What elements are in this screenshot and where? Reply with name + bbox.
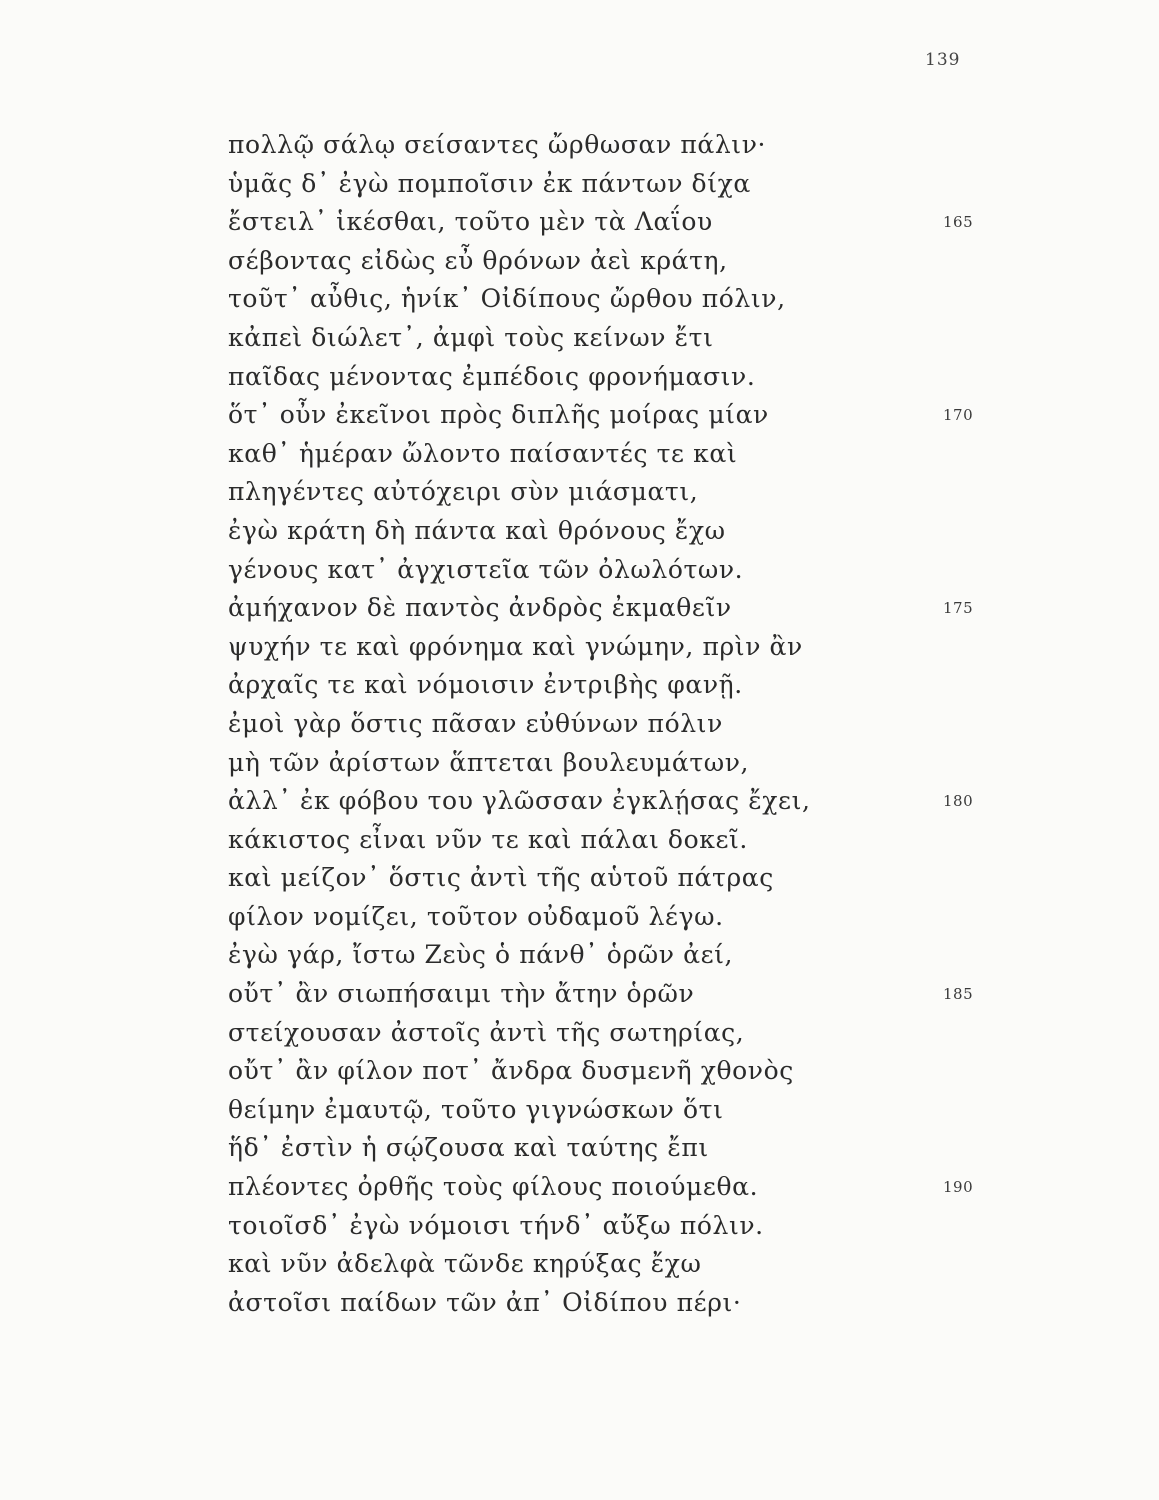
verse-line bbox=[228, 975, 974, 1014]
line-number: 165 bbox=[943, 213, 974, 232]
verse-line-text: πληγέντες αὐτόχειρι σὺν μιάσματι, bbox=[228, 477, 699, 507]
verse-line bbox=[228, 782, 974, 821]
verse-line bbox=[228, 203, 974, 242]
verse-line bbox=[228, 1014, 868, 1053]
verse-line bbox=[228, 744, 868, 783]
verse-line-text: σέβοντας εἰδὼς εὖ θρόνων ἀεὶ κράτη, bbox=[228, 245, 728, 275]
verse-line bbox=[228, 435, 868, 474]
verse-line bbox=[228, 512, 868, 551]
verse-line bbox=[228, 1168, 974, 1207]
verse-line-text: γένους κατ᾽ ἀγχιστεῖα τῶν ὀλωλότων. bbox=[228, 554, 744, 584]
verse-line-text: τοιοῖσδ᾽ ἐγὼ νόμοισι τήνδ᾽ αὔξω πόλιν. bbox=[228, 1210, 764, 1240]
verse-line-text: πλέοντες ὀρθῆς τοὺς φίλους ποιούμεθα. bbox=[228, 1172, 759, 1202]
verse-line-text: οὔτ᾽ ἂν σιωπήσαιμι τὴν ἄτην ὁρῶν bbox=[228, 979, 695, 1009]
verse-line bbox=[228, 165, 868, 204]
verse-line-text: ἀλλ᾽ ἐκ φόβου του γλῶσσαν ἐγκλῄσας ἔχει, bbox=[228, 786, 811, 816]
verse-line bbox=[228, 898, 868, 937]
verse-block bbox=[228, 126, 974, 1322]
verse-line bbox=[228, 1207, 868, 1246]
verse-line bbox=[228, 821, 868, 860]
verse-line bbox=[228, 1245, 868, 1284]
verse-line-text: καὶ νῦν ἀδελφὰ τῶνδε κηρύξας ἔχω bbox=[228, 1249, 702, 1279]
verse-line bbox=[228, 551, 868, 590]
verse-line-text: ἐγὼ γάρ, ἴστω Ζεὺς ὁ πάνθ᾽ ὁρῶν ἀεί, bbox=[228, 940, 734, 970]
verse-line-text: τοῦτ᾽ αὖθις, ἡνίκ᾽ Οἰδίπους ὤρθου πόλιν, bbox=[228, 284, 786, 314]
verse-line-text: κάκιστος εἶναι νῦν τε καὶ πάλαι δοκεῖ. bbox=[228, 824, 748, 854]
verse-line-text: ὑμᾶς δ᾽ ἐγὼ πομποῖσιν ἐκ πάντων δίχα bbox=[228, 168, 751, 198]
verse-line-text: ἀρχαῖς τε καὶ νόμοισιν ἐντριβὴς φανῇ. bbox=[228, 670, 743, 700]
verse-line bbox=[228, 126, 868, 165]
line-number: 180 bbox=[943, 792, 974, 811]
verse-line-text: ἀμήχανον δὲ παντὸς ἀνδρὸς ἐκμαθεῖν bbox=[228, 593, 732, 623]
verse-line bbox=[228, 358, 868, 397]
verse-line bbox=[228, 1091, 868, 1130]
verse-line-text: ὅτ᾽ οὖν ἐκεῖνοι πρὸς διπλῆς μοίρας μίαν bbox=[228, 400, 769, 430]
verse-line-text: μὴ τῶν ἀρίστων ἅπτεται βουλευμάτων, bbox=[228, 747, 750, 777]
verse-line-text: στείχουσαν ἀστοῖς ἀντὶ τῆς σωτηρίας, bbox=[228, 1017, 745, 1047]
verse-line-text: θείμην ἐμαυτῷ, τοῦτο γιγνώσκων ὅτι bbox=[228, 1094, 724, 1124]
line-number: 175 bbox=[943, 599, 974, 618]
verse-line-text: ἐγὼ κράτη δὴ πάντα καὶ θρόνους ἔχω bbox=[228, 515, 726, 545]
verse-line-text: ψυχήν τε καὶ φρόνημα καὶ γνώμην, πρὶν ἂν bbox=[228, 631, 803, 661]
verse-line-text: κἀπεὶ διώλετ᾽, ἀμφὶ τοὺς κείνων ἔτι bbox=[228, 322, 714, 352]
line-number: 185 bbox=[943, 985, 974, 1004]
verse-line bbox=[228, 242, 868, 281]
verse-line bbox=[228, 473, 868, 512]
verse-line-text: ἔστειλ᾽ ἱκέσθαι, τοῦτο μὲν τὰ Λαΐου bbox=[228, 207, 713, 237]
verse-line bbox=[228, 936, 868, 975]
verse-line bbox=[228, 1284, 868, 1323]
verse-line bbox=[228, 396, 974, 435]
line-number: 190 bbox=[943, 1178, 974, 1197]
verse-line bbox=[228, 280, 868, 319]
verse-line bbox=[228, 859, 868, 898]
verse-line-text: καθ᾽ ἡμέραν ὤλοντο παίσαντές τε καὶ bbox=[228, 438, 738, 468]
verse-line bbox=[228, 319, 868, 358]
verse-line bbox=[228, 1129, 868, 1168]
verse-line-text: ἐμοὶ γὰρ ὅστις πᾶσαν εὐθύνων πόλιν bbox=[228, 708, 723, 738]
verse-line-text: παῖδας μένοντας ἐμπέδοις φρονήμασιν. bbox=[228, 361, 756, 391]
verse-line-text: πολλῷ σάλῳ σείσαντες ὤρθωσαν πάλιν· bbox=[228, 130, 767, 159]
line-number: 170 bbox=[943, 406, 974, 425]
verse-line bbox=[228, 1052, 868, 1091]
verse-line-text: ἥδ᾽ ἐστὶν ἡ σῴζουσα καὶ ταύτης ἔπι bbox=[228, 1133, 709, 1163]
verse-line bbox=[228, 666, 868, 705]
verse-line-text: φίλον νομίζει, τοῦτον οὐδαμοῦ λέγω. bbox=[228, 901, 724, 931]
verse-line-text: ἀστοῖσι παίδων τῶν ἀπ᾽ Οἰδίπου πέρι· bbox=[228, 1287, 742, 1317]
verse-line bbox=[228, 628, 868, 667]
verse-line bbox=[228, 705, 868, 744]
page-number: 139 bbox=[925, 50, 961, 70]
verse-line-text: καὶ μείζον᾽ ὅστις ἀντὶ τῆς αὑτοῦ πάτρας bbox=[228, 863, 774, 893]
verse-line bbox=[228, 589, 974, 628]
verse-line-text: οὔτ᾽ ἂν φίλον ποτ᾽ ἄνδρα δυσμενῆ χθονὸς bbox=[228, 1056, 794, 1086]
